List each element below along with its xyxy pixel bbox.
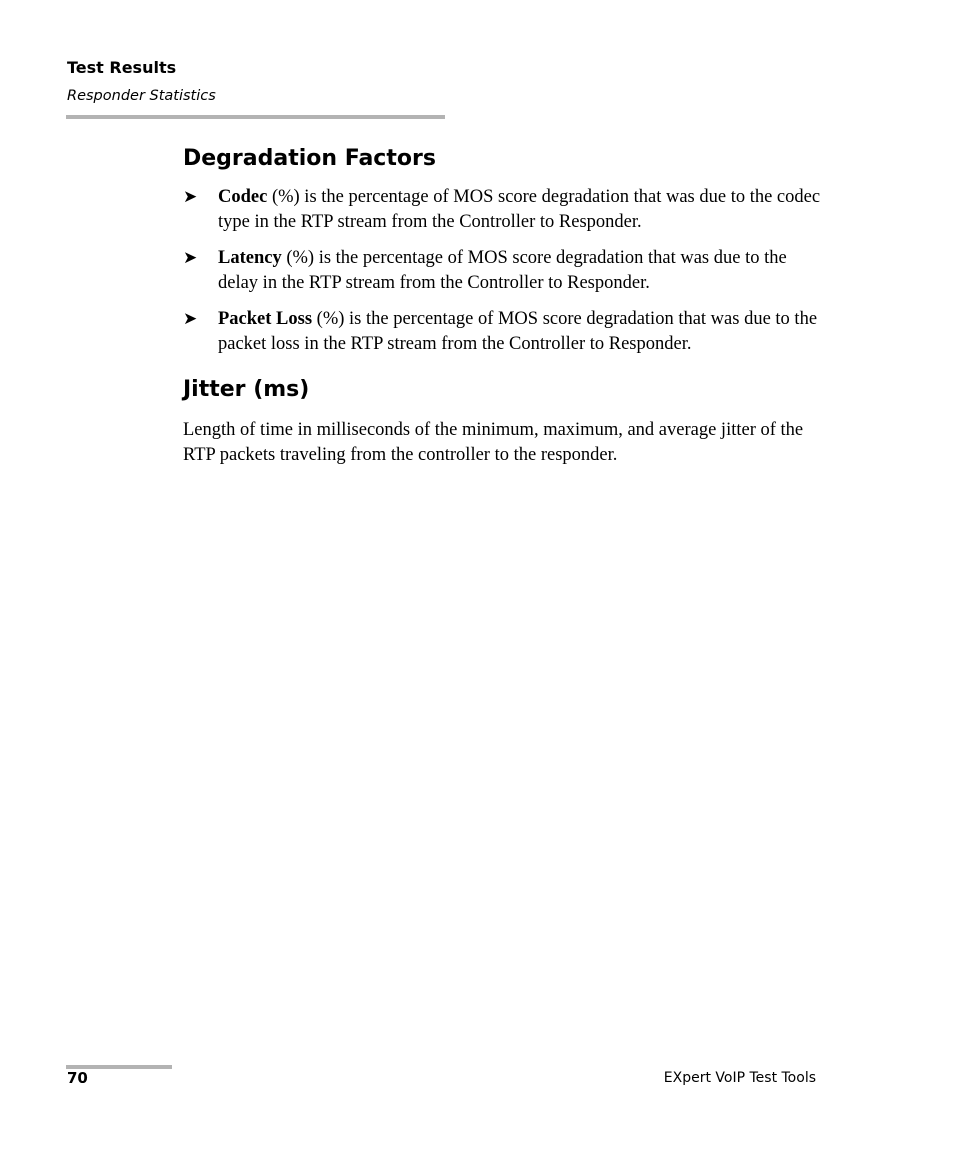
definition-packet-loss: (%) is the percentage of MOS score degradation that was due to the packet loss in the RTP stream from the Controller to Responder. — [218, 309, 818, 354]
running-head-title: Test Results — [67, 58, 177, 77]
footer-book-title: EXpert VoIP Test Tools — [663, 1070, 816, 1086]
running-head — [67, 57, 216, 106]
page-number: 70 — [67, 1069, 88, 1087]
term-latency: Latency — [218, 248, 282, 268]
jitter-description: Length of time in milliseconds of the minimum, maximum, and average jitter of the RTP packets traveling from the controller to the responder. — [183, 420, 804, 465]
arrow-bullet-icon: ➤ — [183, 309, 198, 329]
term-codec: Codec — [218, 187, 268, 207]
arrow-bullet-icon: ➤ — [183, 248, 198, 268]
page-content — [183, 143, 823, 468]
list-item — [183, 246, 823, 296]
header-rule — [66, 115, 445, 119]
arrow-bullet-icon: ➤ — [183, 187, 198, 207]
section-heading-jitter: Jitter (ms) — [183, 377, 310, 402]
degradation-list — [183, 185, 823, 357]
definition-latency: (%) is the percentage of MOS score degradation that was due to the delay in the RTP stream from the Controller to Responder. — [218, 248, 787, 293]
list-item — [183, 185, 823, 235]
running-head-subtitle: Responder Statistics — [67, 88, 216, 104]
list-item — [183, 307, 823, 357]
term-packet-loss: Packet Loss — [218, 309, 313, 329]
definition-codec: (%) is the percentage of MOS score degradation that was due to the codec type in the RTP stream from the Controller to Responder. — [218, 187, 821, 232]
section-heading-degradation: Degradation Factors — [183, 146, 436, 171]
